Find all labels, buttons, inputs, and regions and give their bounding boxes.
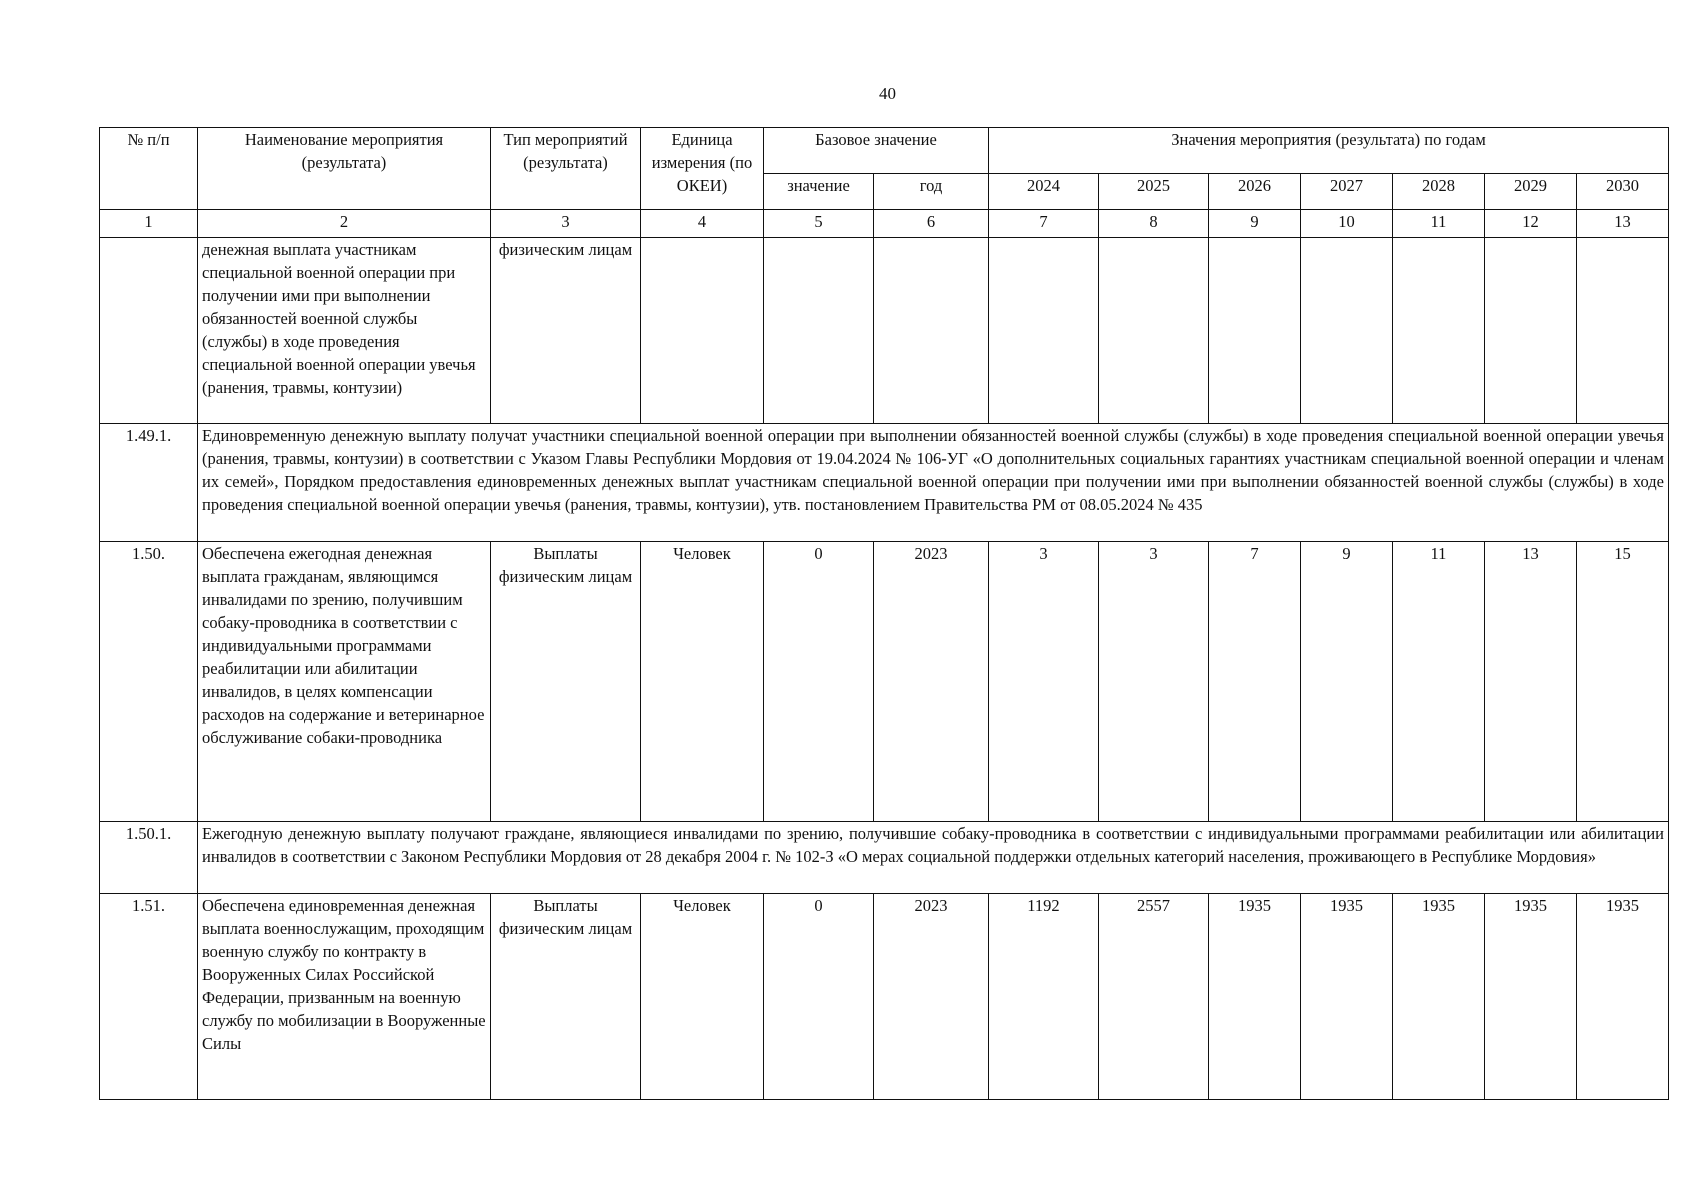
indicators-table bbox=[99, 127, 1669, 1100]
row-value-2028: 1935 bbox=[1393, 894, 1485, 1100]
row-value-2026: 1935 bbox=[1209, 894, 1301, 1100]
header-year-2029: 2029 bbox=[1485, 174, 1577, 210]
row-value-cell bbox=[1209, 238, 1301, 424]
row-num-cell bbox=[100, 238, 198, 424]
row-note-cell: Единовременную денежную выплату получат участники специальной военной операции при выполнении обязанностей военной службы (службы) в ходе проведения специальной военной операции увечья (ранения, травмы, контузии) в соответствии с Указом Главы Республики Мордовия от 19.04.2024 № 106-УГ «О дополнительных социальных гарантиях участникам специальной военной операции и членам их семей», Порядком предоставления единовременных денежных выплат участникам специальной военной операции при получении ими при выполнении обязанностей военной службы (службы) в ходе проведения специальной военной операции увечья (ранения, травмы, контузии), утв. постановлением Правительства РМ от 08.05.2024 № 435 bbox=[198, 424, 1669, 542]
row-value-cell bbox=[1393, 238, 1485, 424]
row-num-cell: 1.50. bbox=[100, 542, 198, 822]
row-value-2029: 13 bbox=[1485, 542, 1577, 822]
row-base-year-cell bbox=[874, 238, 989, 424]
header-year-2030: 2030 bbox=[1577, 174, 1669, 210]
row-type-cell: Выплаты физическим лицам bbox=[491, 542, 641, 822]
header-year-2025: 2025 bbox=[1099, 174, 1209, 210]
row-num-cell: 1.49.1. bbox=[100, 424, 198, 542]
row-unit-cell: Человек bbox=[641, 542, 764, 822]
col-index: 12 bbox=[1485, 210, 1577, 238]
col-index: 9 bbox=[1209, 210, 1301, 238]
row-value-2025: 2557 bbox=[1099, 894, 1209, 1100]
table-row-1-51 bbox=[100, 894, 1669, 1100]
col-index: 4 bbox=[641, 210, 764, 238]
row-base-value-cell bbox=[764, 238, 874, 424]
row-value-2026: 7 bbox=[1209, 542, 1301, 822]
col-index: 5 bbox=[764, 210, 874, 238]
header-base: Базовое значение bbox=[764, 128, 989, 174]
row-value-cell bbox=[989, 238, 1099, 424]
row-num-cell: 1.50.1. bbox=[100, 822, 198, 894]
col-index: 7 bbox=[989, 210, 1099, 238]
row-type-cell: Выплаты физическим лицам bbox=[491, 894, 641, 1100]
col-index: 2 bbox=[198, 210, 491, 238]
header-row-1 bbox=[100, 128, 1669, 174]
row-value-2028: 11 bbox=[1393, 542, 1485, 822]
table-row-1-49-continuation bbox=[100, 238, 1669, 424]
row-type-cell: физическим лицам bbox=[491, 238, 641, 424]
header-year-2024: 2024 bbox=[989, 174, 1099, 210]
row-value-2029: 1935 bbox=[1485, 894, 1577, 1100]
header-base-year: год bbox=[874, 174, 989, 210]
header-years: Значения мероприятия (результата) по годам bbox=[989, 128, 1669, 174]
row-num-cell: 1.51. bbox=[100, 894, 198, 1100]
row-value-cell bbox=[1485, 238, 1577, 424]
col-index: 1 bbox=[100, 210, 198, 238]
table-row-1-50 bbox=[100, 542, 1669, 822]
header-year-2027: 2027 bbox=[1301, 174, 1393, 210]
row-value-cell bbox=[1577, 238, 1669, 424]
header-unit: Единица измерения (по ОКЕИ) bbox=[641, 128, 764, 210]
row-name-cell: Обеспечена единовременная денежная выплата военнослужащим, проходящим военную службу по контракту в Вооруженных Силах Российской Федерации, призванным на военную службу по мобилизации в Вооруженные Силы bbox=[198, 894, 491, 1100]
column-index-row bbox=[100, 210, 1669, 238]
row-value-2025: 3 bbox=[1099, 542, 1209, 822]
row-base-year-cell: 2023 bbox=[874, 894, 989, 1100]
col-index: 10 bbox=[1301, 210, 1393, 238]
row-base-year-cell: 2023 bbox=[874, 542, 989, 822]
row-value-2024: 3 bbox=[989, 542, 1099, 822]
row-value-2030: 15 bbox=[1577, 542, 1669, 822]
col-index: 11 bbox=[1393, 210, 1485, 238]
header-num: № п/п bbox=[100, 128, 198, 210]
row-base-value-cell: 0 bbox=[764, 542, 874, 822]
table-row-1-49-1 bbox=[100, 424, 1669, 542]
header-name: Наименование мероприятия (результата) bbox=[198, 128, 491, 210]
col-index: 6 bbox=[874, 210, 989, 238]
header-type: Тип мероприятий (результата) bbox=[491, 128, 641, 210]
row-value-2027: 1935 bbox=[1301, 894, 1393, 1100]
col-index: 3 bbox=[491, 210, 641, 238]
header-year-2028: 2028 bbox=[1393, 174, 1485, 210]
row-value-cell bbox=[1099, 238, 1209, 424]
row-name-cell: денежная выплата участникам специальной военной операции при получении ими при выполнении обязанностей военной службы (службы) в ходе проведения специальной военной операции увечья (ранения, травмы, контузии) bbox=[198, 238, 491, 424]
col-index: 13 bbox=[1577, 210, 1669, 238]
row-unit-cell: Человек bbox=[641, 894, 764, 1100]
row-value-2024: 1192 bbox=[989, 894, 1099, 1100]
table-row-1-50-1 bbox=[100, 822, 1669, 894]
row-unit-cell bbox=[641, 238, 764, 424]
header-year-2026: 2026 bbox=[1209, 174, 1301, 210]
col-index: 8 bbox=[1099, 210, 1209, 238]
row-value-cell bbox=[1301, 238, 1393, 424]
row-value-2030: 1935 bbox=[1577, 894, 1669, 1100]
header-base-value: значение bbox=[764, 174, 874, 210]
row-note-cell: Ежегодную денежную выплату получают граждане, являющиеся инвалидами по зрению, получившие собаку-проводника в соответствии с индивидуальными программами реабилитации или абилитации инвалидов в соответствии с Законом Республики Мордовия от 28 декабря 2004 г. № 102-З «О мерах социальной поддержки отдельных категорий населения, проживающего в Республике Мордовия» bbox=[198, 822, 1669, 894]
row-base-value-cell: 0 bbox=[764, 894, 874, 1100]
row-name-cell: Обеспечена ежегодная денежная выплата гражданам, являющимся инвалидами по зрению, получившим собаку-проводника в соответствии с индивидуальными программами реабилитации или абилитации инвалидов, в целях компенсации расходов на содержание и ветеринарное обслуживание собаки-проводника bbox=[198, 542, 491, 822]
row-value-2027: 9 bbox=[1301, 542, 1393, 822]
page-number: 40 bbox=[879, 84, 896, 103]
